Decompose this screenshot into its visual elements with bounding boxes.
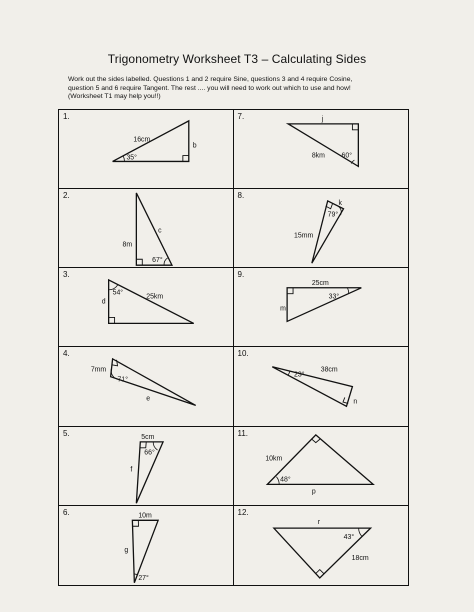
question-number: 10. <box>237 349 249 359</box>
question-number: 7. <box>237 112 245 121</box>
question-number: 2. <box>63 191 70 201</box>
side-label: 10m <box>138 512 152 520</box>
question-7-cell <box>234 110 409 189</box>
angle-label: 48° <box>279 476 291 484</box>
triangle-diagram <box>59 506 233 585</box>
side-label: 10km <box>264 455 282 463</box>
question-number: 12. <box>237 507 249 517</box>
question-number: 9. <box>237 270 245 280</box>
question-9-cell <box>234 268 409 347</box>
question-number: 8. <box>237 191 245 201</box>
side-label: 38cm <box>320 367 338 375</box>
angle-label: 67° <box>152 257 163 265</box>
angle-label: 27° <box>138 574 149 582</box>
triangle-diagram <box>59 347 233 425</box>
triangle-diagram <box>234 110 409 188</box>
question-number: 1. <box>63 112 70 121</box>
triangle-diagram <box>59 427 233 505</box>
side-label: 15mm <box>293 232 313 240</box>
side-label: 16cm <box>133 136 151 144</box>
instruction-line: (Worksheet T1 may help you!!) <box>68 93 161 101</box>
side-label: j <box>321 115 323 123</box>
question-12-cell <box>234 506 409 585</box>
triangle-diagram <box>234 427 409 505</box>
side-label: r <box>317 518 320 526</box>
side-label: p <box>311 487 316 495</box>
side-label: b <box>192 142 197 150</box>
angle-label: 60° <box>341 152 352 160</box>
angle-label: 33° <box>328 293 339 301</box>
side-label: 25km <box>146 293 164 301</box>
side-label: f <box>130 466 133 474</box>
worksheet-title: Trigonometry Worksheet T3 – Calculating Sides <box>107 52 367 66</box>
side-label: d <box>101 298 106 306</box>
angle-label: 54° <box>112 290 124 298</box>
triangle-diagram <box>59 268 233 346</box>
side-label: 25cm <box>311 280 329 288</box>
question-grid <box>58 109 409 586</box>
question-4-cell <box>59 347 234 426</box>
question-10-cell <box>234 347 409 426</box>
angle-label: 35° <box>126 154 137 162</box>
angle-label: 71° <box>117 377 129 385</box>
side-label: 8km <box>311 152 325 160</box>
question-number: 11. <box>237 428 249 438</box>
angle-label: 79° <box>327 211 338 219</box>
instruction-line: question 5 and 6 require Tangent. The rest .... you will need to work out which to use and how! <box>68 84 351 92</box>
question-1-cell <box>59 110 234 189</box>
question-number: 5. <box>63 428 70 438</box>
question-number: 3. <box>63 270 70 280</box>
side-label: n <box>352 398 357 406</box>
triangle-diagram <box>59 189 233 267</box>
question-5-cell <box>59 427 234 506</box>
question-11-cell <box>234 427 409 506</box>
side-label: 5cm <box>141 433 155 441</box>
triangle-diagram <box>234 347 409 425</box>
instructions <box>68 76 418 102</box>
question-3-cell <box>59 268 234 347</box>
side-label: m <box>279 305 286 313</box>
side-label: 8m <box>122 241 133 249</box>
question-8-cell <box>234 189 409 268</box>
triangle-diagram <box>234 268 409 346</box>
question-2-cell <box>59 189 234 268</box>
side-label: c <box>158 227 162 235</box>
instruction-line: Work out the sides labelled. Questions 1 and 2 require Sine, questions 3 and 4 require Cosine, <box>68 76 353 83</box>
side-label: 18cm <box>351 554 369 562</box>
angle-label: 23° <box>293 372 304 380</box>
angle-label: 43° <box>343 533 354 541</box>
side-label: g <box>124 546 129 554</box>
angle-label: 66° <box>144 449 155 457</box>
side-label: k <box>338 199 342 207</box>
triangle-diagram <box>59 110 233 188</box>
question-6-cell <box>59 506 234 585</box>
side-label: 7mm <box>90 367 107 375</box>
side-label: e <box>146 395 151 403</box>
question-number: 6. <box>63 507 70 517</box>
triangle-diagram <box>234 189 409 267</box>
question-number: 4. <box>63 349 70 359</box>
triangle-diagram <box>234 506 409 585</box>
